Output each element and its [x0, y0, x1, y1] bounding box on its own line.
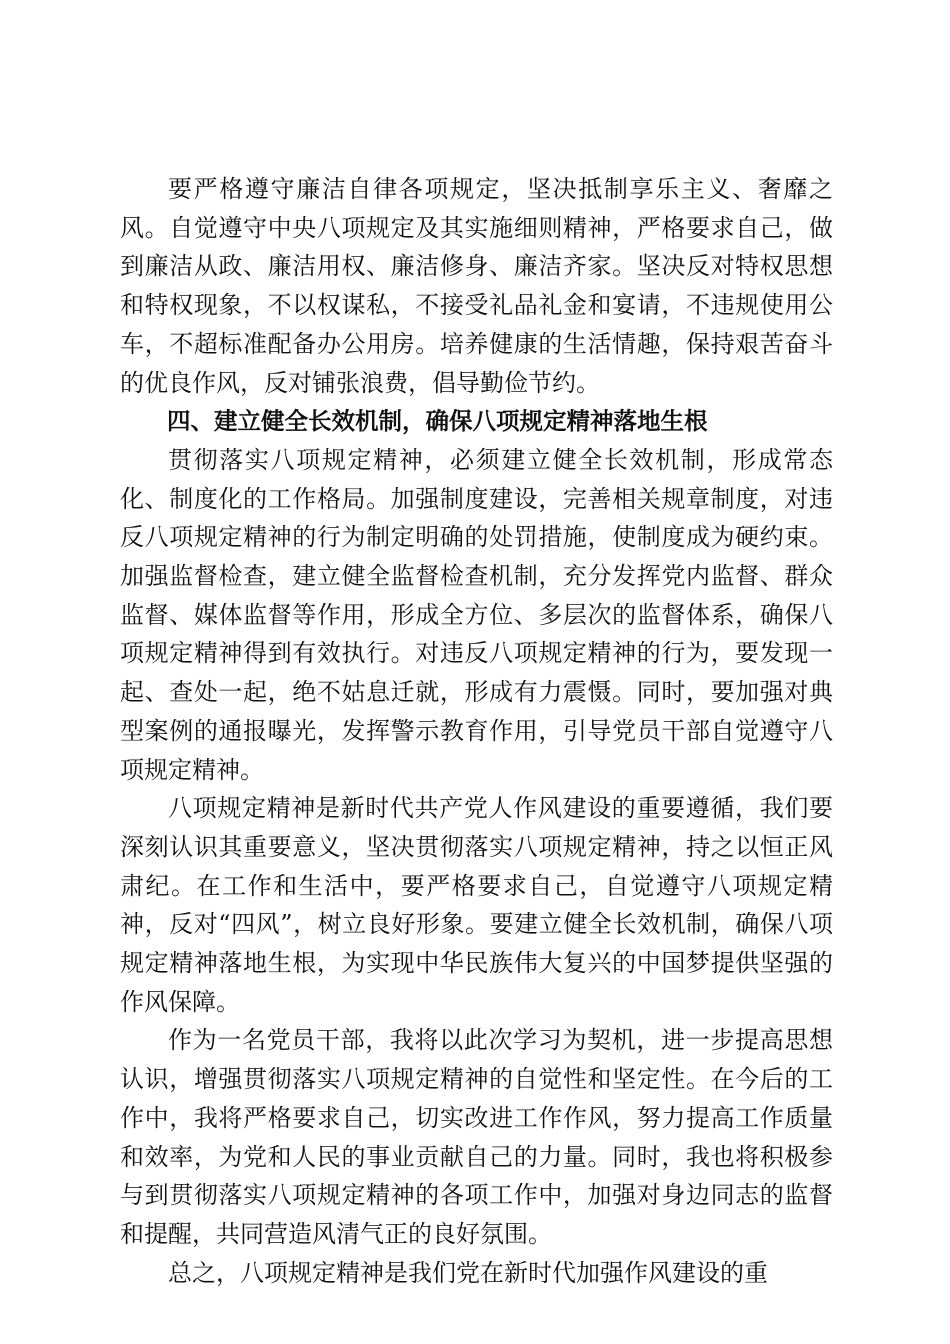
paragraph-personal-commitment: 作为一名党员干部，我将以此次学习为契机，进一步提高思想认识，增强贯彻落实八项规定精神的自觉性和坚定性。在今后的工作中，我将严格要求自己，切实改进工作作风，努力提高工作质量和效率，为党和人民的事业贡献自己的力量。同时，我也将积极参与到贯彻落实八项规定精神的各项工作中，加强对身边同志的监督和提醒，共同营造风清气正的良好氛围。: [120, 1026, 833, 1248]
paragraph-eight-rules-importance: 八项规定精神是新时代共产党人作风建设的重要遵循，我们要深刻认识其重要意义，坚决贯彻落实八项规定精神，持之以恒正风肃纪。在工作和生活中，要严格要求自己，自觉遵守八项规定精神，反对“四风”，树立良好形象。要建立健全长效机制，确保八项规定精神落地生根，为实现中华民族伟大复兴的中国梦提供坚强的作风保障。: [120, 794, 833, 1016]
paragraph-conclusion: 总之，八项规定精神是我们党在新时代加强作风建设的重: [168, 1258, 768, 1287]
paragraph-long-term-mechanism: 贯彻落实八项规定精神，必须建立健全长效机制，形成常态化、制度化的工作格局。加强制度建设，完善相关规章制度，对违反八项规定精神的行为制定明确的处罚措施，使制度成为硬约束。加强监督检查，建立健全监督检查机制，充分发挥党内监督、群众监督、媒体监督等作用，形成全方位、多层次的监督体系，确保八项规定精神得到有效执行。对违反八项规定精神的行为，要发现一起、查处一起，绝不姑息迁就，形成有力震慑。同时，要加强对典型案例的通报曝光，发挥警示教育作用，引导党员干部自觉遵守八项规定精神。: [120, 445, 833, 784]
paragraph-integrity: 要严格遵守廉洁自律各项规定，坚决抵制享乐主义、奢靡之风。自觉遵守中央八项规定及其实施细则精神，严格要求自己，做到廉洁从政、廉洁用权、廉洁修身、廉洁齐家。坚决反对特权思想和特权现象，不以权谋私，不接受礼品礼金和宴请，不违规使用公车，不超标准配备办公用房。培养健康的生活情趣，保持艰苦奋斗的优良作风，反对铺张浪费，倡导勤俭节约。: [120, 175, 833, 397]
document-page: [120, 170, 833, 1292]
section-heading-four: 四、建立健全长效机制，确保八项规定精神落地生根: [167, 407, 708, 436]
